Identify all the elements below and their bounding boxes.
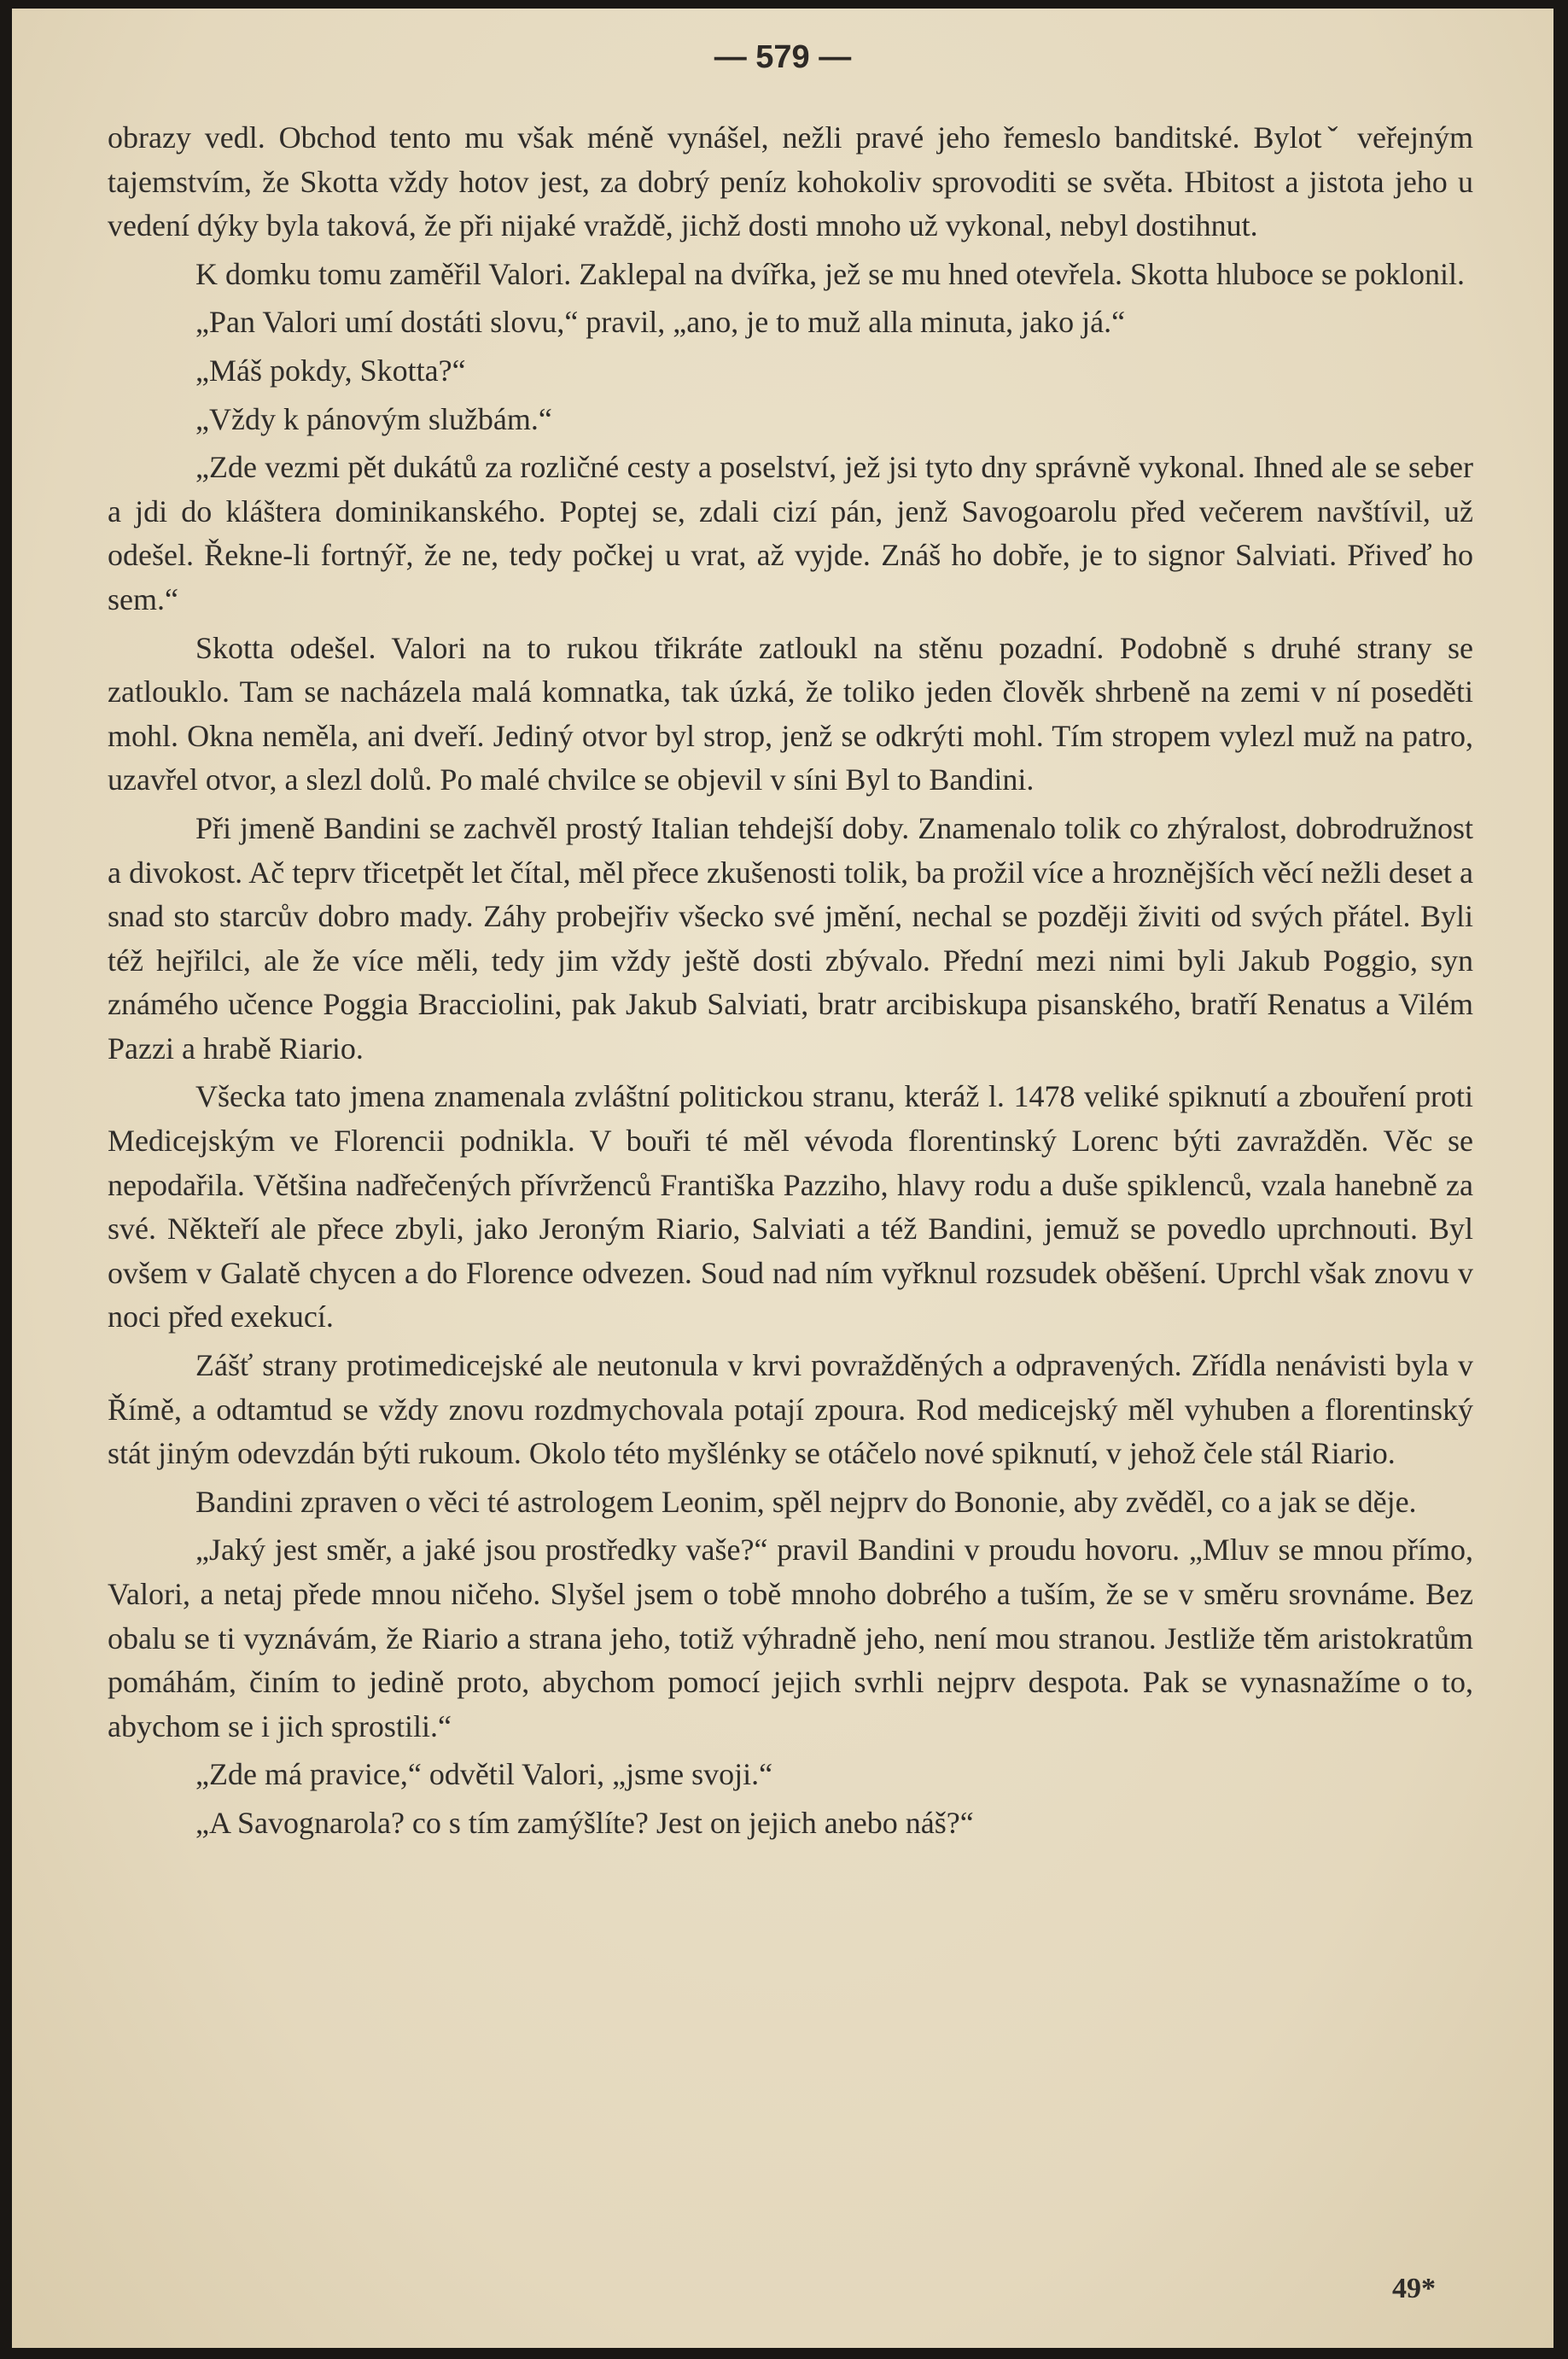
- paragraph-9: Všecka tato jmena znamenala zvláštní politickou stranu, kteráž l. 1478 veliké spiknutí a zbouření proti Medicejským ve Florencii podnikla. V bouři té měl vévoda florentinský Lorenc býti zavražděn. Věc se nepodařila. Většina nadřečených přívrženců Františka Pazziho, hlavy rodu a duše spiklenců, vzala hanebně za své. Někteří ale přece zbyli, jako Jeroným Riario, Salviati a též Bandini, jemuž se povedlo uprchnouti. Byl ovšem v Galatě chycen a do Florence odvezen. Soud nad ním vyřknul rozsudek oběšení. Uprchl však znovu v noci před exekucí.: [108, 1079, 1473, 1334]
- paragraph-8: Při jmeně Bandini se zachvěl prostý Italian tehdejší doby. Znamenalo tolik co zhýralost, dobrodružnost a divokost. Ač teprv třicetpět let čítal, měl přece zkušenosti tolik, ba prožil více a hroznějších věcí nežli deset a snad sto starcův dobro mady. Záhy probejřiv všecko své jmění, nechal se později živiti od svých přátel. Byli též hejřilci, ale že více měli, tedy jim vždy ještě dosti zbývalo. Přední mezi nimi byli Jakub Poggio, syn známého učence Poggia Bracciolini, pak Jakub Salviati, bratr arcibiskupa pisanského, bratří Renatus a Vilém Pazzi a hrabě Riario.: [108, 810, 1473, 1066]
- page-number: — 579 —: [714, 39, 852, 75]
- body-text: [108, 116, 1473, 1850]
- paragraph-10: Zášť strany protimedicejské ale neutonula v krvi povražděných a odpravených. Zřídla nenávisti byla v Římě, a odtamtud se vždy znovu rozdmychovala potají zpoura. Rod medicejský měl vyhuben a florentinský stát jiným odevzdán býti rukoum. Okolo této myšlénky se otáčelo nové spiknutí, v jehož čele stál Riario.: [108, 1348, 1473, 1471]
- paragraph-14: „A Savognarola? co s tím zamýšlíte? Jest on jejich anebo náš?“: [195, 1805, 974, 1840]
- paragraph-11: Bandini zpraven o věci té astrologem Leonim, spěl nejprv do Bononie, aby zvěděl, co a jak se děje.: [195, 1484, 1417, 1519]
- paragraph-13: „Zde má pravice,“ odvětil Valori, „jsme svoji.“: [195, 1757, 773, 1792]
- paragraph-5: „Vždy k pánovým službám.“: [195, 401, 552, 436]
- paragraph-6: „Zde vezmi pět dukátů za rozličné cesty a poselství, jež jsi tyto dny správně vykonal. Ihned ale se seber a jdi do kláštera dominikanského. Poptej se, zdali cizí pán, jenž Savogoarolu před večerem navštívil, už odešel. Řekne-li fortnýř, že ne, tedy počkej u vrat, až vyjde. Znáš ho dobře, je to signor Salviati. Přiveď ho sem.“: [108, 450, 1473, 616]
- paragraph-1: obrazy vedl. Obchod tento mu však méně vynášel, nežli pravé jeho řemeslo banditské. Bylotˇ veřejným tajemstvím, že Skotta vždy hotov jest, za dobrý peníz kohokoliv sprovoditi se světa. Hbitost a jistota jeho u vedení dýky byla taková, že při nijaké vraždě, jichž dosti mnoho už vykonal, nebyl dostihnut.: [108, 120, 1473, 243]
- book-page: [12, 9, 1553, 2348]
- paragraph-7: Skotta odešel. Valori na to rukou třikráte zatloukl na stěnu pozadní. Podobně s druhé strany se zatlouklo. Tam se nacházela malá komnatka, tak úzká, že toliko jeden člověk shrbeně na zemi v ní poseděti mohl. Okna neměla, ani dveří. Jediný otvor byl strop, jenž se odkrýti mohl. Tím stropem vylezl muž na patro, uzavřel otvor, a slezl dolů. Po malé chvilce se objevil v síni Byl to Bandini.: [108, 630, 1473, 797]
- paragraph-3: „Pan Valori umí dostáti slovu,“ pravil, „ano, je to muž alla minuta, jako já.“: [195, 305, 1126, 340]
- paragraph-4: „Máš pokdy, Skotta?“: [195, 353, 466, 388]
- paragraph-12: „Jaký jest směr, a jaké jsou prostředky vaše?“ pravil Bandini v proudu hovoru. „Mluv se mnou přímo, Valori, a netaj přede mnou ničeho. Slyšel jsem o tobě mnoho dobrého a tuším, že se v směru srovnáme. Bez obalu se ti vyznávám, že Riario a strana jeho, totiž výhradně jeho, není mou stranou. Jestliže těm aristokratům pomáhám, činím to jedině proto, abychom pomocí jejich svrhli nejprv despota. Pak se vynasnažíme o to, abychom se i jich sprostili.“: [108, 1533, 1473, 1743]
- signature-mark: 49*: [1392, 2273, 1436, 2304]
- paragraph-2: K domku tomu zaměřil Valori. Zaklepal na dvířka, jež se mu hned otevřela. Skotta hluboce se poklonil.: [195, 256, 1465, 291]
